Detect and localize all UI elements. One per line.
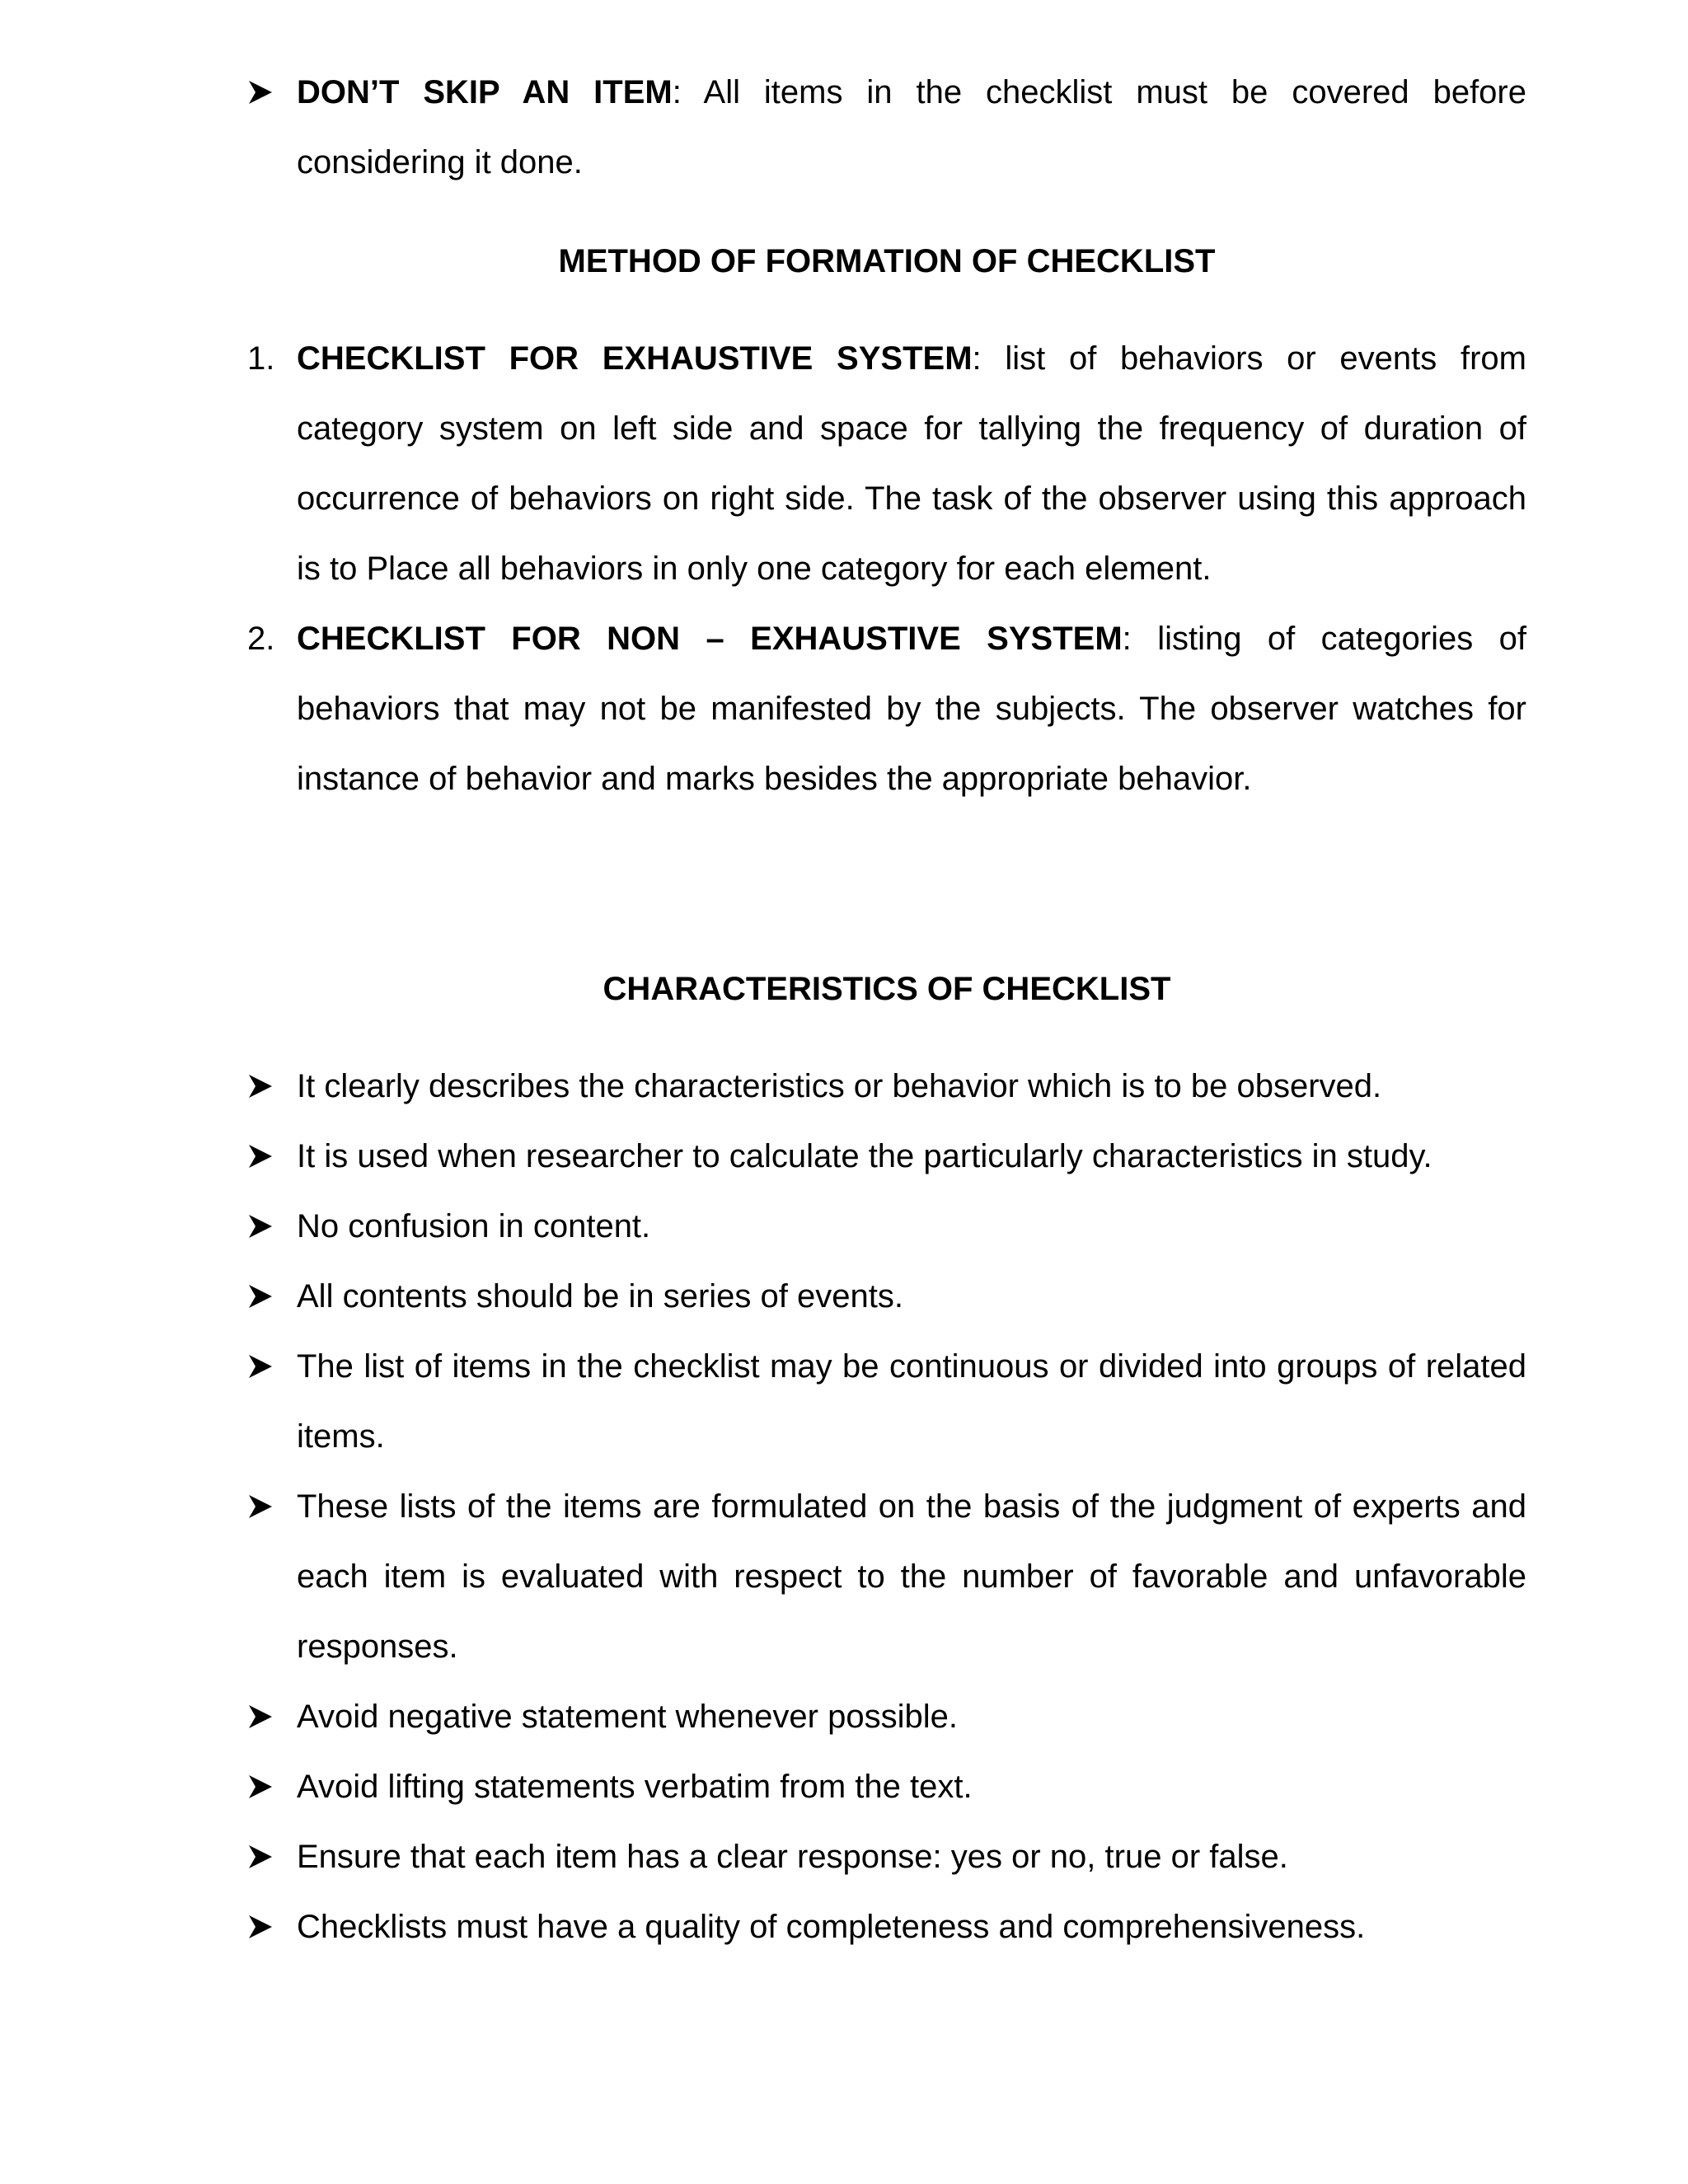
- item-text: Avoid negative statement whenever possible.: [297, 1699, 958, 1735]
- item-number: 1.: [247, 340, 275, 377]
- item-label: CHECKLIST FOR NON – EXHAUSTIVE SYSTEM: [297, 621, 1123, 657]
- item-text: It is used when researcher to calculate the particularly characteristics in study.: [297, 1138, 1432, 1174]
- list-item: [247, 1052, 1526, 1122]
- arrowhead-bullet-icon: [247, 1914, 274, 1940]
- list-item-dont-skip: [247, 58, 1526, 198]
- item-text: All contents should be in series of events.: [297, 1278, 903, 1315]
- arrowhead-bullet-icon: [247, 1353, 274, 1380]
- arrowhead-bullet-icon: [247, 1704, 274, 1730]
- section-heading-method: METHOD OF FORMATION OF CHECKLIST: [558, 243, 1216, 279]
- document-body: [247, 58, 1526, 1962]
- arrowhead-bullet-icon: [247, 1073, 274, 1099]
- item-text: : list of behaviors or events from category system on left side and space for tallying the frequency of duration of occurrence of behaviors on right side. The task of the observer using this approach is to Place all behaviors in only one category for each element.: [297, 340, 1526, 587]
- item-text: Checklists must have a quality of completeness and comprehensiveness.: [297, 1909, 1366, 1945]
- list-item: [247, 1332, 1526, 1472]
- arrowhead-bullet-icon: [247, 1143, 274, 1169]
- item-text: Avoid lifting statements verbatim from the text.: [297, 1769, 973, 1805]
- item-text: It clearly describes the characteristics or behavior which is to be observed.: [297, 1068, 1382, 1104]
- item-text: : listing of categories of behaviors that may not be manifested by the subjects. The observer watches for instance of behavior and marks besides the appropriate behavior.: [297, 621, 1526, 797]
- list-item: [247, 1262, 1526, 1332]
- list-item: [247, 1122, 1526, 1192]
- item-text: The list of items in the checklist may be continuous or divided into groups of related items.: [297, 1348, 1526, 1455]
- list-item: [247, 1892, 1526, 1962]
- numbered-item-non-exhaustive: [247, 604, 1526, 814]
- item-label: CHECKLIST FOR EXHAUSTIVE SYSTEM: [297, 340, 973, 377]
- arrowhead-bullet-icon: [247, 1844, 274, 1870]
- list-item: [247, 1192, 1526, 1262]
- section-heading-characteristics: CHARACTERISTICS OF CHECKLIST: [603, 971, 1171, 1007]
- item-number: 2.: [247, 621, 275, 657]
- list-item: [247, 1752, 1526, 1822]
- numbered-item-exhaustive: [247, 324, 1526, 604]
- item-text: : All items in the checklist must be covered before considering it done.: [297, 74, 1526, 180]
- item-text: Ensure that each item has a clear response: yes or no, true or false.: [297, 1839, 1288, 1875]
- arrowhead-bullet-icon: [247, 1774, 274, 1800]
- item-text: No confusion in content.: [297, 1208, 651, 1244]
- arrowhead-bullet-icon: [247, 1283, 274, 1310]
- list-item: [247, 1822, 1526, 1892]
- arrowhead-bullet-icon: [247, 1213, 274, 1240]
- item-text: These lists of the items are formulated on the basis of the judgment of experts and each item is evaluated with respect to the number of favorable and unfavorable responses.: [297, 1488, 1526, 1665]
- list-item: [247, 1682, 1526, 1752]
- arrowhead-bullet-icon: [247, 1493, 274, 1520]
- arrowhead-bullet-icon: [247, 79, 274, 105]
- item-label: DON’T SKIP AN ITEM: [297, 74, 673, 110]
- characteristics-list: [247, 1052, 1526, 1962]
- list-item: [247, 1472, 1526, 1682]
